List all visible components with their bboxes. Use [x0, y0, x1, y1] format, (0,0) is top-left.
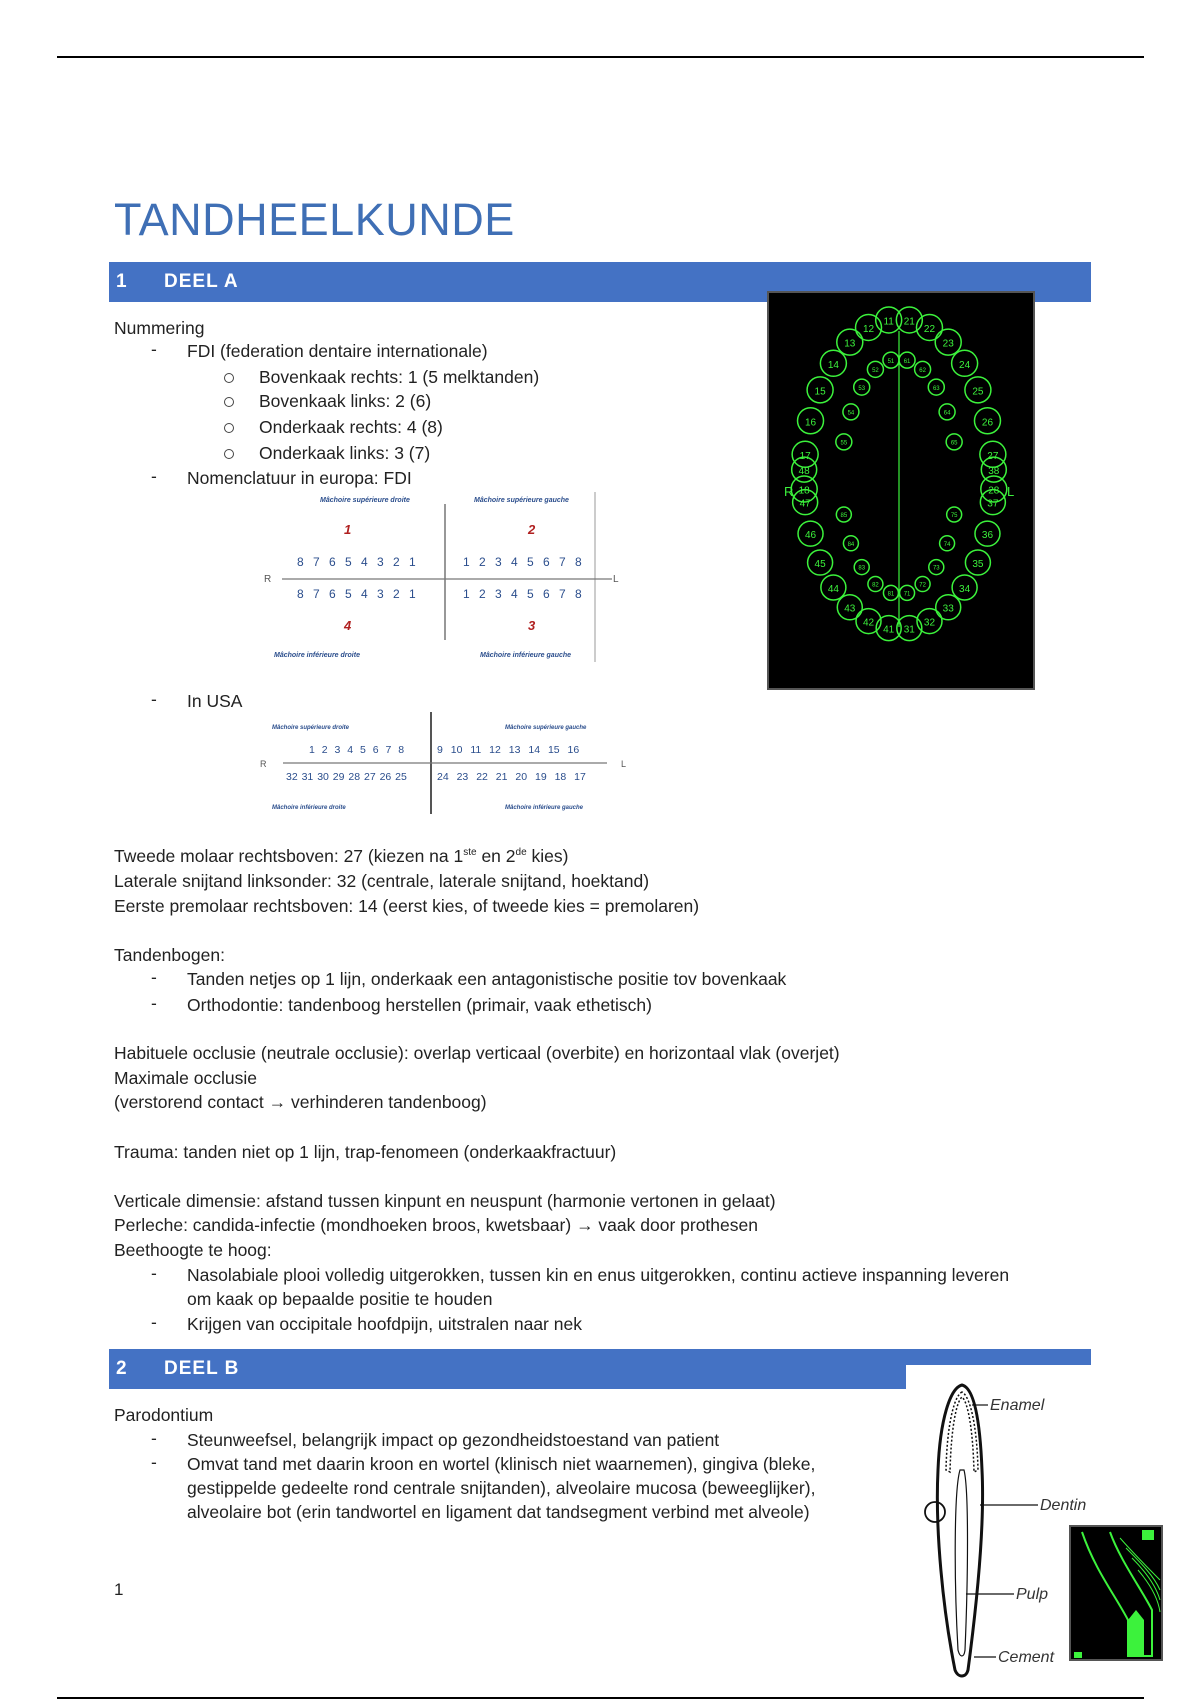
verticale-line: Verticale dimensie: afstand tussen kinpunt en neuspunt (harmonie vertonen in gelaat) — [114, 1191, 776, 1211]
tandenbogen-item: Tanden netjes op 1 lijn, onderkaak een antagonistische positie tov bovenkaak — [187, 969, 787, 989]
section-b-number: 2 — [116, 1358, 128, 1379]
tooth-63-label: 63 — [932, 385, 940, 392]
fdi-caption-top-left: Mâchoire supérieure droite — [320, 497, 410, 504]
tooth-35-label: 35 — [972, 558, 984, 570]
parodontium-item-1: Steunweefsel, belangrijk impact op gezondheidstoestand van patient — [187, 1430, 720, 1450]
tooth-17-label: 17 — [799, 450, 811, 462]
fdi-l-label: L — [613, 574, 619, 585]
fdi-lower-right-row: 1 2 3 4 5 6 7 8 — [463, 587, 585, 601]
tooth-38-label: 38 — [988, 465, 1000, 477]
page-number: 1 — [114, 1580, 124, 1599]
tooth-48-label: 48 — [798, 465, 810, 477]
tooth-74-label: 74 — [943, 541, 951, 548]
tooth-52-label: 52 — [872, 368, 879, 375]
beet-item-1-line-1: Nasolabiale plooi volledig uitgerokken, tussen kin en enus uitgerokken, continu actieve inspanning leveren — [187, 1265, 1010, 1285]
dental-arch-chart — [767, 291, 1035, 690]
usa-upper-left-row: 1 2 3 4 5 6 7 8 — [309, 744, 407, 756]
enamel-label: Enamel — [990, 1397, 1045, 1414]
trauma-line: Trauma: tanden niet op 1 lijn, trap-fenomeen (onderkaakfractuur) — [114, 1142, 617, 1162]
tooth-11-label: 11 — [883, 316, 894, 328]
usa-caption-bottom-left: Mâchoire inférieure droite — [272, 805, 346, 811]
arrow-icon: → — [268, 1092, 287, 1112]
tooth-15-label: 15 — [814, 386, 826, 398]
tooth-16-label: 16 — [804, 417, 817, 429]
bullet-dash: - — [151, 1428, 157, 1448]
tooth-24-label: 24 — [959, 359, 971, 371]
pulp-label: Pulp — [1016, 1586, 1049, 1603]
fdi-upper-right-row: 1 2 3 4 5 6 7 8 — [463, 555, 585, 569]
usa-caption-top-right: Mâchoire supérieure gauche — [505, 725, 587, 731]
tooth-82-label: 82 — [872, 582, 879, 589]
tooth-27-label: 27 — [987, 450, 999, 462]
tooth-31-label: 31 — [903, 624, 915, 636]
bullet-dash: - — [151, 1263, 157, 1283]
bullet-circle — [224, 449, 234, 459]
tooth-22-label: 22 — [923, 324, 936, 336]
section-a-label: DEEL A — [164, 271, 239, 292]
tooth-45-label: 45 — [814, 558, 826, 570]
fdi-quadrant-3: 3 — [528, 618, 536, 633]
tooth-85-label: 85 — [840, 513, 848, 520]
footer-rule — [57, 1697, 1144, 1699]
tooth-83-label: 83 — [858, 565, 866, 572]
example-line-2: Laterale snijtand linksonder: 32 (centrale, laterale snijtand, hoektand) — [114, 871, 650, 891]
tooth-21-label: 21 — [903, 316, 915, 328]
bullet-dash: - — [151, 967, 157, 987]
fdi-quadrant-4: 4 — [344, 618, 352, 633]
section-a-number: 1 — [116, 271, 128, 292]
pulp-cavity — [955, 1470, 967, 1656]
tooth-71-label: 71 — [903, 591, 911, 598]
fdi-subitem: Bovenkaak links: 2 (6) — [259, 391, 432, 411]
tooth-53-label: 53 — [858, 385, 866, 392]
tooth-46-label: 46 — [804, 530, 817, 542]
tandenbogen-heading: Tandenbogen: — [114, 945, 225, 965]
cement-label: Cement — [998, 1649, 1055, 1666]
fdi-r-label: R — [264, 574, 272, 585]
usa-item: In USA — [187, 691, 243, 711]
beet-item-2: Krijgen van occipitale hoofdpijn, uitstralen naar nek — [187, 1314, 582, 1334]
tooth-42-label: 42 — [862, 617, 875, 629]
tooth-55-label: 55 — [840, 440, 848, 447]
bullet-circle — [224, 397, 234, 407]
tooth-13-label: 13 — [844, 338, 856, 350]
fdi-subitem: Onderkaak rechts: 4 (8) — [259, 417, 443, 437]
fdi-caption-bottom-right: Mâchoire inférieure gauche — [480, 652, 572, 659]
parodontium-item-2-line-3: alveolaire bot (erin tandwortel en ligament dat tandsegment verbind met alveole) — [187, 1502, 810, 1522]
tooth-28-label: 28 — [988, 485, 1000, 497]
tooth-25-label: 25 — [972, 386, 984, 398]
tooth-cross-section-figure — [910, 1380, 1170, 1682]
tooth-33-label: 33 — [942, 603, 954, 615]
fdi-caption-bottom-left: Mâchoire inférieure droite — [274, 652, 360, 659]
fdi-quadrant-figure — [260, 490, 630, 662]
tooth-26-label: 26 — [981, 417, 994, 429]
bullet-dash: - — [151, 466, 157, 486]
tooth-54-label: 54 — [847, 410, 855, 417]
tooth-18-label: 18 — [798, 485, 810, 497]
fdi-subitem: Onderkaak links: 3 (7) — [259, 443, 431, 463]
arrow-icon: → — [576, 1215, 594, 1235]
tooth-12-label: 12 — [862, 324, 875, 336]
usa-caption-bottom-right: Mâchoire inférieure gauche — [505, 805, 584, 811]
bullet-circle — [224, 423, 234, 433]
tooth-36-label: 36 — [981, 530, 994, 542]
tooth-81-label: 81 — [887, 591, 895, 598]
usa-upper-right-row: 9 10 11 12 13 14 15 16 — [437, 744, 580, 756]
tooth-44-label: 44 — [827, 583, 839, 595]
occlusie-line: Maximale occlusie — [114, 1068, 257, 1088]
tooth-47-label: 47 — [799, 498, 811, 510]
fdi-subitem: Bovenkaak rechts: 1 (5 melktanden) — [259, 367, 540, 387]
dental-r-label: R — [784, 484, 794, 499]
dental-l-label: L — [1007, 484, 1015, 499]
usa-l-label: L — [621, 759, 627, 769]
fdi-lower-left-row: 8 7 6 5 4 3 2 1 — [297, 587, 419, 601]
occlusie-arrow-line: (verstorend contact → verhinderen tandenboog) — [114, 1092, 487, 1112]
beet-item-1-line-2: om kaak op bepaalde positie te houden — [187, 1289, 493, 1309]
tooth-37-label: 37 — [987, 498, 999, 510]
usa-r-label: R — [260, 759, 267, 769]
document-title: TANDHEELKUNDE — [114, 194, 515, 245]
fdi-quadrant-1: 1 — [344, 522, 352, 537]
fdi-caption-top-right: Mâchoire supérieure gauche — [474, 497, 569, 504]
tooth-64-label: 64 — [943, 410, 951, 417]
nomenclatuur-item: Nomenclatuur in europa: FDI — [187, 468, 412, 488]
parodontium-item-2-line-2: gestippelde gedeelte rond centrale snijtanden), alveolaire mucosa (beweeglijker), — [187, 1478, 816, 1498]
parodontium-heading: Parodontium — [114, 1405, 214, 1425]
bullet-circle — [224, 373, 234, 383]
header-rule — [57, 56, 1144, 58]
tandenbogen-item: Orthodontie: tandenboog herstellen (primair, vaak ethetisch) — [187, 995, 652, 1015]
section-b-label: DEEL B — [164, 1358, 240, 1379]
occlusie-line: Habituele occlusie (neutrale occlusie): overlap verticaal (overbite) en horizontaal vlak (overjet) — [114, 1043, 840, 1063]
tooth-72-label: 72 — [919, 582, 926, 589]
bullet-dash: - — [151, 689, 157, 709]
bullet-dash: - — [151, 1312, 157, 1332]
tooth-23-label: 23 — [942, 338, 954, 350]
tooth-43-label: 43 — [844, 603, 856, 615]
tooth-62-label: 62 — [919, 368, 926, 375]
tooth-75-label: 75 — [950, 513, 958, 520]
usa-lower-right-row: 24 23 22 21 20 19 18 17 — [437, 771, 586, 783]
fdi-quadrant-2: 2 — [528, 522, 536, 537]
beet-heading: Beethoogte te hoog: — [114, 1240, 272, 1260]
usa-caption-top-left: Mâchoire supérieure droite — [272, 725, 350, 731]
tooth-34-label: 34 — [959, 583, 971, 595]
fdi-item: FDI (federation dentaire internationale) — [187, 341, 488, 361]
perleche-line: Perleche: candida-infectie (mondhoeken broos, kwetsbaar) → vaak door prothesen — [114, 1215, 758, 1235]
usa-lower-left-row: 32 31 30 29 28 27 26 25 — [286, 771, 407, 783]
example-line-3: Eerste premolaar rechtsboven: 14 (eerst kies, of tweede kies = premolaren) — [114, 896, 700, 916]
bullet-dash: - — [151, 993, 157, 1013]
example-line-1: Tweede molaar rechtsboven: 27 (kiezen na 1ste en 2de kies) — [114, 846, 569, 866]
tooth-41-label: 41 — [883, 624, 895, 636]
nummering-heading: Nummering — [114, 318, 205, 338]
tooth-61-label: 61 — [903, 358, 911, 365]
parodontium-item-2-line-1: Omvat tand met daarin kroon en wortel (klinisch niet waarnemen), gingiva (bleke, — [187, 1454, 816, 1474]
dentin-label: Dentin — [1040, 1497, 1087, 1514]
tooth-51-label: 51 — [887, 358, 895, 365]
section-b-bar — [109, 1349, 906, 1389]
tooth-84-label: 84 — [847, 541, 855, 548]
fdi-upper-left-row: 8 7 6 5 4 3 2 1 — [297, 555, 419, 569]
usa-numbering-figure — [255, 712, 635, 817]
tooth-14-label: 14 — [827, 359, 839, 371]
tooth-65-label: 65 — [950, 440, 958, 447]
tooth-32-label: 32 — [923, 617, 936, 629]
tooth-73-label: 73 — [932, 565, 940, 572]
bullet-dash: - — [151, 1452, 157, 1472]
bullet-dash: - — [151, 339, 157, 359]
